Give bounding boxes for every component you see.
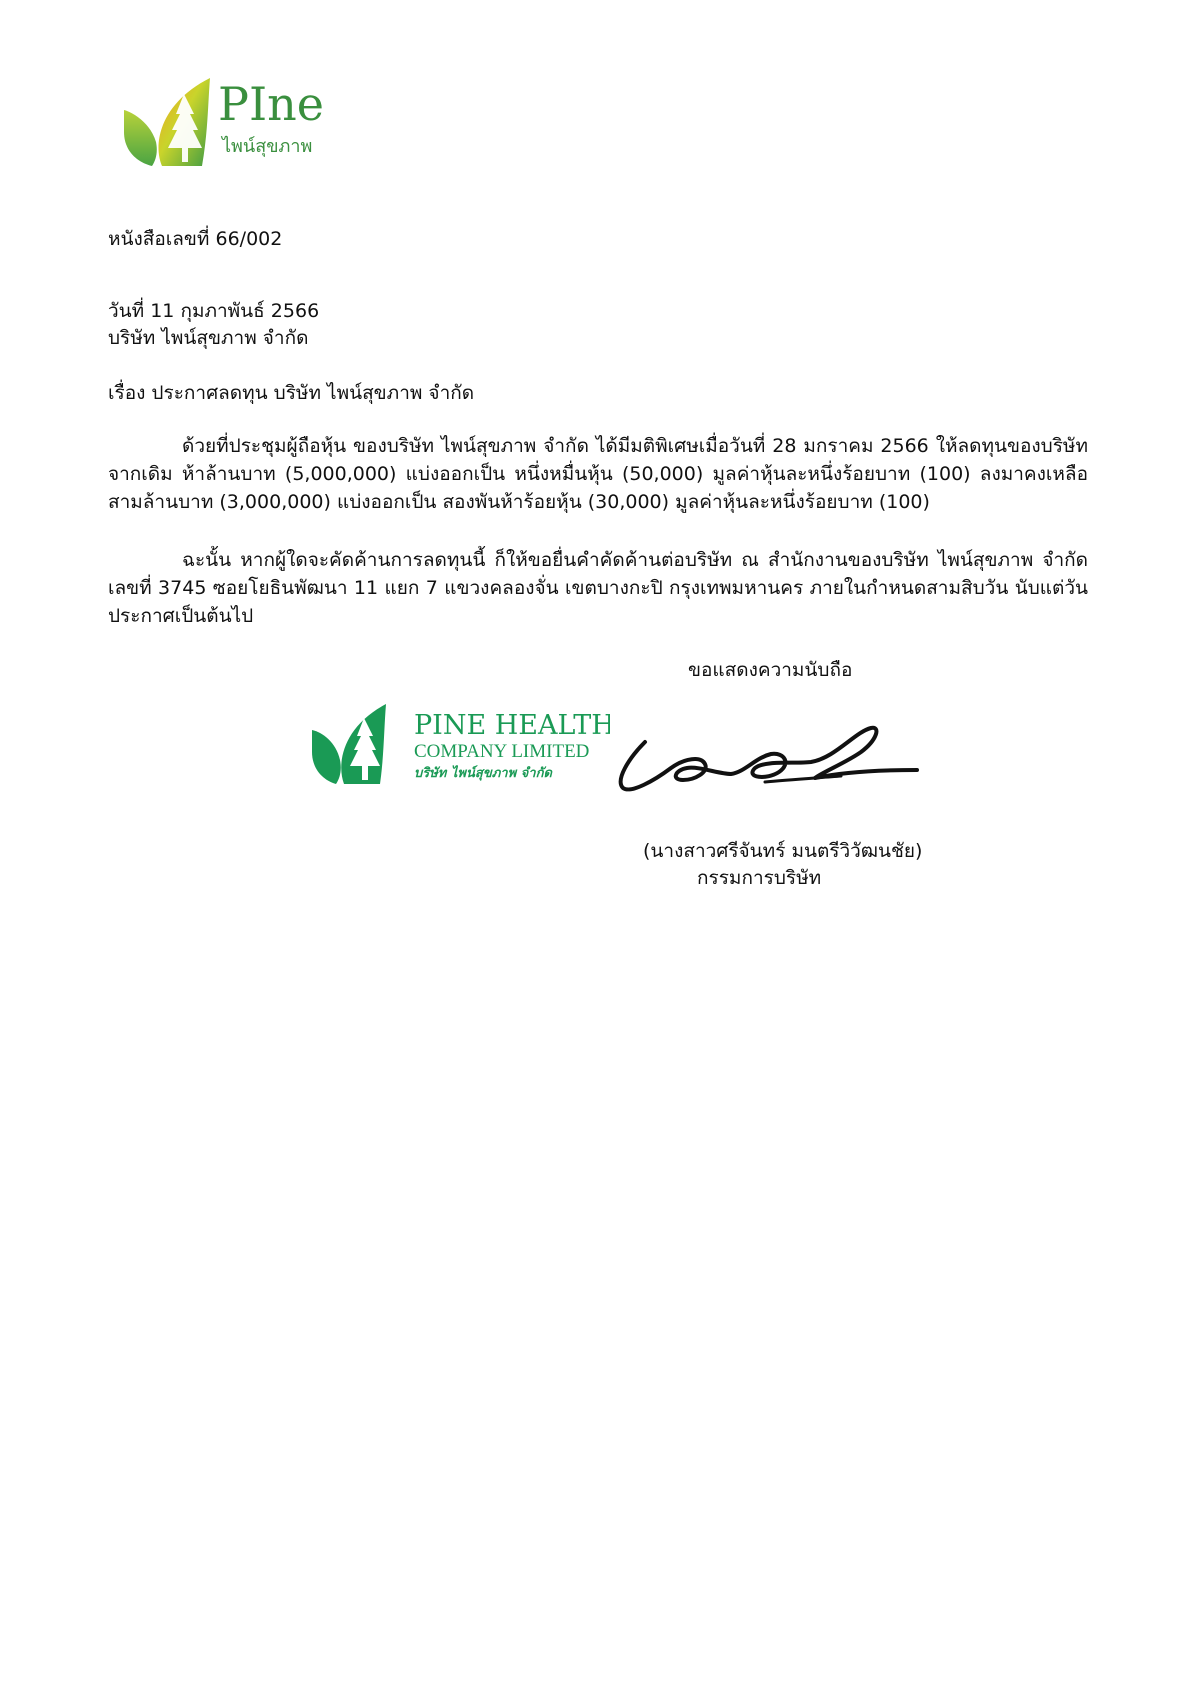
company-stamp-icon [310, 700, 610, 790]
svg-text:PINE HEALTH: PINE HEALTH [414, 710, 610, 741]
svg-text:บริษัท ไพน์สุขภาพ จำกัด: บริษัท ไพน์สุขภาพ จำกัด [414, 766, 552, 781]
company-stamp [310, 700, 610, 790]
handwritten-signature [615, 722, 935, 812]
signatory-title: กรรมการบริษัท [697, 867, 822, 889]
svg-text:ไพน์สุขภาพ: ไพน์สุขภาพ [222, 136, 313, 157]
pine-tree-leaf-icon [122, 72, 352, 172]
letter-subject: เรื่อง ประกาศลดทุน บริษัท ไพน์สุขภาพ จำกัด [108, 382, 475, 404]
signatory-name: (นางสาวศรีจันทร์ มนตรีวิวัฒนชัย) [643, 840, 923, 862]
letter-recipient: บริษัท ไพน์สุขภาพ จำกัด [108, 327, 309, 349]
svg-text:PIne: PIne [218, 77, 324, 131]
closing-salutation: ขอแสดงความนับถือ [688, 659, 853, 681]
letterhead-logo [122, 72, 352, 172]
svg-text:COMPANY LIMITED: COMPANY LIMITED [414, 741, 590, 762]
body-paragraph-1: ด้วยที่ประชุมผู้ถือหุ้น ของบริษัท ไพน์สุขภาพ จำกัด ได้มีมติพิเศษเมื่อวันที่ 28 มกราคม 2566 ให้ลดทุนของบริษัท จากเดิม ห้าล้านบาท (5,000,000) แบ่งออกเป็น หนึ่งหมื่นหุ้น (50,000) มูลค่าหุ้นละหนึ่งร้อยบาท (100) ลงมาคงเหลือ สามล้านบาท (3,000,000) แบ่งออกเป็น สองพันห้าร้อยหุ้น (30,000) มูลค่าหุ้นละหนึ่งร้อยบาท (100) [108, 435, 1088, 513]
signature-icon [615, 722, 935, 812]
letter-date: วันที่ 11 กุมภาพันธ์ 2566 [108, 300, 320, 322]
reference-number: หนังสือเลขที่ 66/002 [108, 228, 283, 250]
body-paragraph-2: ฉะนั้น หากผู้ใดจะคัดค้านการลดทุนนี้ ก็ให้ขอยื่นคำคัดค้านต่อบริษัท ณ สำนักงานของบริษัท ไพน์สุขภาพ จำกัด เลขที่ 3745 ซอยโยธินพัฒนา 11 แยก 7 แขวงคลองจั่น เขตบางกะปิ กรุงเทพมหานคร ภายในกำหนดสามสิบวัน นับแต่วันประกาศเป็นต้นไป [108, 549, 1088, 627]
